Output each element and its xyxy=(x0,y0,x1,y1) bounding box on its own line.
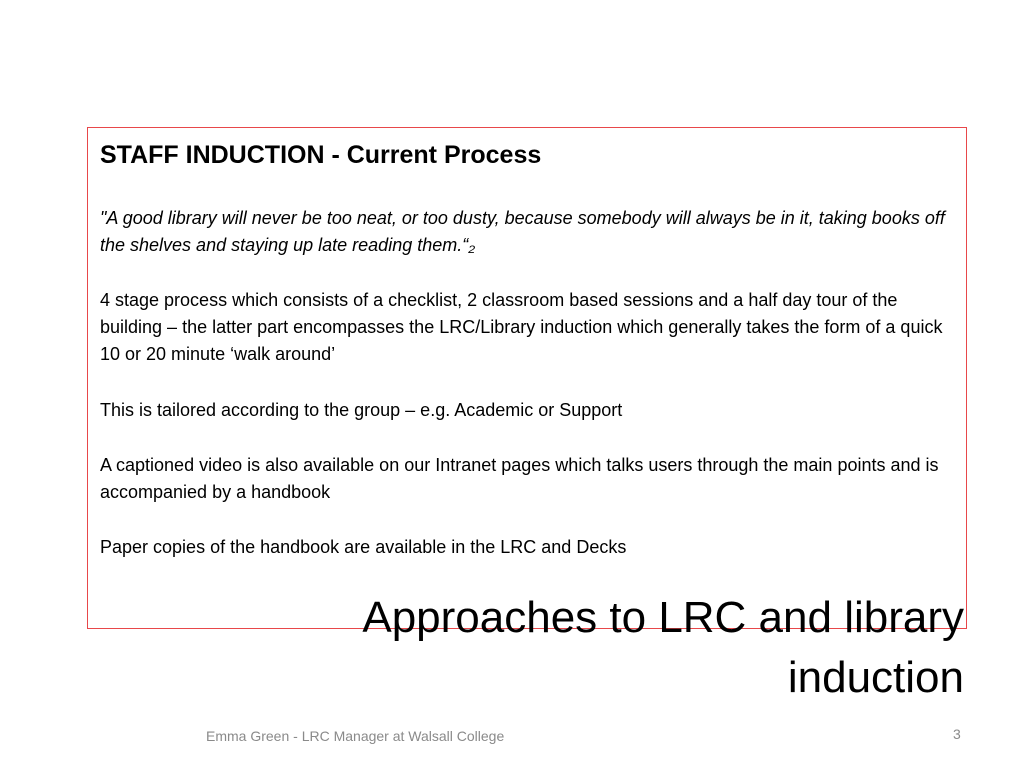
footer-text: Emma Green - LRC Manager at Walsall College xyxy=(206,728,505,744)
quote-text: "A good library will never be too neat, or too dusty, because somebody will always be in it, taking books off the shelves and staying up late reading them.“₂ xyxy=(100,208,945,255)
paragraph-handbook: Paper copies of the handbook are available in the LRC and Decks xyxy=(100,537,627,557)
paragraph-tailored: This is tailored according to the group – e.g. Academic or Support xyxy=(100,400,623,420)
paragraph-process: 4 stage process which consists of a checklist, 2 classroom based sessions and a half day tour of the building – the latter part encompasses the LRC/Library induction which generally takes the form of a quick 10 or 20 minute ‘walk around’ xyxy=(100,290,943,364)
page-number: 3 xyxy=(953,726,961,742)
slide-heading: STAFF INDUCTION - Current Process xyxy=(100,141,542,169)
slide-title: Approaches to LRC and library induction xyxy=(362,593,964,702)
paragraph-video: A captioned video is also available on our Intranet pages which talks users through the main points and is accompanied by a handbook xyxy=(100,455,939,502)
